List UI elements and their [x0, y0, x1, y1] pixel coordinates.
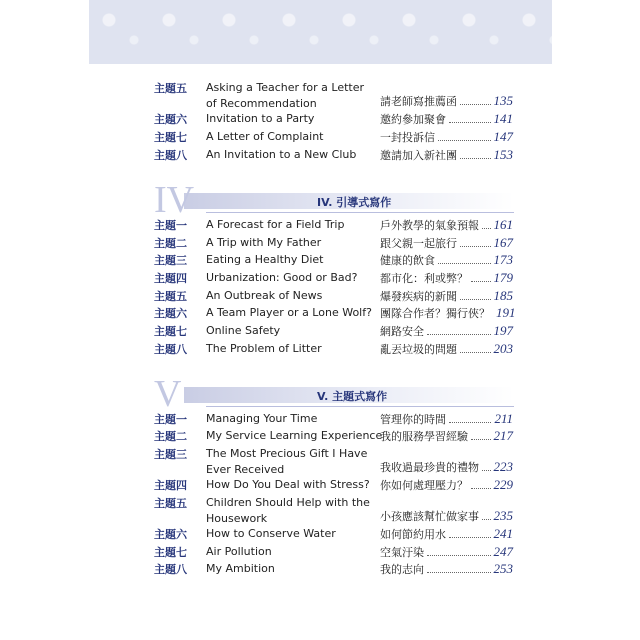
topic-title-zh: 邀約參加聚會 — [380, 113, 446, 126]
topic-number: 主題三 — [154, 254, 187, 267]
header-banner — [89, 0, 552, 64]
topic-title-en: My Ambition — [206, 562, 275, 575]
topic-title-zh: 戶外教學的氣象預報 — [380, 219, 479, 232]
topic-title-zh: 小孩應該幫忙做家事 — [380, 510, 479, 523]
page-number: 141 — [493, 111, 513, 126]
topic-title-zh: 我收過最珍貴的禮物 — [380, 461, 479, 474]
toc-entry[interactable] — [0, 561, 640, 595]
page-number: 191 — [496, 305, 516, 320]
section-roman-numeral: IV — [154, 179, 195, 221]
topic-title-zh: 都市化：利或弊？ — [380, 272, 468, 285]
page-number: 197 — [493, 323, 513, 338]
toc-right — [380, 526, 513, 543]
toc-right — [380, 252, 513, 269]
toc-right — [380, 111, 513, 128]
toc-right — [380, 477, 513, 494]
leader-dots — [482, 511, 491, 520]
page-number: 185 — [493, 288, 513, 303]
section-title: IV. 引導式寫作 — [317, 196, 392, 209]
leader-dots — [460, 96, 491, 105]
toc-entry[interactable] — [0, 446, 640, 480]
leader-dots — [460, 238, 491, 247]
topic-title-en: A Trip with My Father — [206, 236, 322, 249]
leader-dots — [460, 291, 491, 300]
toc-right — [380, 428, 513, 445]
topic-title-en: The Problem of Litter — [206, 342, 322, 355]
leader-dots — [427, 564, 491, 573]
topic-title-en: An Invitation to a New Club — [206, 148, 357, 161]
toc-right — [380, 147, 513, 164]
leader-dots — [438, 132, 491, 141]
leader-dots — [471, 273, 491, 282]
toc-entry[interactable] — [0, 341, 640, 375]
page-number: 203 — [493, 341, 513, 356]
page-number: 229 — [493, 477, 513, 492]
topic-title-zh: 一封投訴信 — [380, 131, 435, 144]
topic-title-en: Invitation to a Party — [206, 112, 315, 125]
page-number: 153 — [493, 147, 513, 162]
page-number: 173 — [493, 252, 513, 267]
topic-title-en: Asking a Teacher for a Letter of Recommendation — [206, 81, 365, 110]
topic-title-en: Eating a Healthy Diet — [206, 253, 324, 266]
topic-number: 主題五 — [154, 497, 187, 510]
topic-title-zh: 跟父親一起旅行 — [380, 237, 457, 250]
toc-right — [380, 235, 513, 252]
leader-dots — [427, 326, 491, 335]
topic-title-zh: 邀請加入新社團 — [380, 149, 457, 162]
leader-dots — [427, 547, 491, 556]
toc-right — [380, 459, 513, 476]
topic-title-zh: 管理你的時間 — [380, 413, 446, 426]
leader-dots — [482, 220, 491, 229]
toc-entry[interactable] — [0, 80, 640, 114]
toc-right — [380, 323, 513, 340]
leader-dots — [460, 344, 491, 353]
topic-title-en: Air Pollution — [206, 545, 272, 558]
page-number: 135 — [493, 93, 513, 108]
topic-number: 主題七 — [154, 325, 187, 338]
page-number: 223 — [493, 459, 513, 474]
leader-dots — [449, 414, 491, 423]
page-number: 247 — [493, 544, 513, 559]
topic-number: 主題三 — [154, 448, 187, 461]
topic-title-zh: 請老師寫推薦函 — [380, 95, 457, 108]
topic-number: 主題六 — [154, 528, 187, 541]
topic-title-zh: 網路安全 — [380, 325, 424, 338]
topic-number: 主題一 — [154, 219, 187, 232]
topic-number: 主題五 — [154, 290, 187, 303]
toc-right — [380, 288, 513, 305]
page-number: 211 — [494, 411, 513, 426]
toc-right — [380, 129, 513, 146]
page-number: 147 — [493, 129, 513, 144]
leader-dots — [460, 150, 491, 159]
toc-right — [380, 93, 513, 110]
topic-number: 主題八 — [154, 563, 187, 576]
topic-title-en: How to Conserve Water — [206, 527, 336, 540]
topic-title-en: How Do You Deal with Stress? — [206, 478, 370, 491]
topic-number: 主題六 — [154, 113, 187, 126]
page-number: 217 — [493, 428, 513, 443]
topic-title-zh: 爆發疾病的新聞 — [380, 290, 457, 303]
toc-right — [380, 411, 513, 428]
toc-right — [380, 341, 513, 358]
toc-right — [380, 561, 513, 578]
topic-title-zh: 我的志向 — [380, 563, 424, 576]
topic-title-zh: 團隊合作者？獨行俠？ — [380, 307, 490, 320]
toc-right — [380, 544, 513, 561]
topic-title-zh: 空氣汙染 — [380, 546, 424, 559]
leader-dots — [449, 114, 491, 123]
topic-title-en: A Team Player or a Lone Wolf? — [206, 306, 372, 319]
topic-title-zh: 你如何處理壓力？ — [380, 479, 468, 492]
topic-title-en: The Most Precious Gift I Have Ever Received — [206, 447, 368, 476]
topic-title-en: Online Safety — [206, 324, 281, 337]
toc-right — [380, 508, 513, 525]
topic-title-en: Children Should Help with the Housework — [206, 496, 370, 525]
topic-title-zh: 如何節約用水 — [380, 528, 446, 541]
topic-number: 主題二 — [154, 430, 187, 443]
topic-number: 主題八 — [154, 343, 187, 356]
leader-dots — [438, 255, 491, 264]
topic-number: 主題四 — [154, 272, 187, 285]
topic-number: 主題七 — [154, 546, 187, 559]
page-number: 167 — [493, 235, 513, 250]
page-number: 253 — [493, 561, 513, 576]
topic-number: 主題五 — [154, 82, 187, 95]
topic-title-en: A Letter of Complaint — [206, 130, 324, 143]
section-header — [154, 179, 514, 221]
section-roman-numeral: V — [154, 373, 182, 415]
leader-dots — [449, 529, 491, 538]
leader-dots — [482, 462, 491, 471]
topic-title-en: Managing Your Time — [206, 412, 318, 425]
section-divider — [206, 406, 514, 407]
topic-title-en: Urbanization: Good or Bad? — [206, 271, 358, 284]
page-number: 241 — [493, 526, 513, 541]
topic-number: 主題二 — [154, 237, 187, 250]
topic-title-zh: 健康的飲食 — [380, 254, 435, 267]
topic-title-en: A Forecast for a Field Trip — [206, 218, 345, 231]
page-number: 179 — [493, 270, 513, 285]
topic-title-en: An Outbreak of News — [206, 289, 323, 302]
page-number: 161 — [493, 217, 513, 232]
topic-number: 主題六 — [154, 307, 187, 320]
topic-number: 主題四 — [154, 479, 187, 492]
leader-dots — [471, 431, 491, 440]
leader-dots — [471, 480, 491, 489]
topic-number: 主題七 — [154, 131, 187, 144]
section-divider — [206, 212, 514, 213]
toc-right — [380, 270, 513, 287]
toc-entry[interactable] — [0, 495, 640, 529]
section-title: V. 主題式寫作 — [317, 390, 388, 403]
section-header — [154, 373, 514, 415]
page-number: 235 — [493, 508, 513, 523]
topic-title-en: My Service Learning Experience — [206, 429, 383, 442]
toc-right — [380, 305, 516, 322]
topic-number: 主題一 — [154, 413, 187, 426]
topic-title-zh: 亂丟垃圾的問題 — [380, 343, 457, 356]
topic-number: 主題八 — [154, 149, 187, 162]
toc-entry[interactable] — [0, 147, 640, 181]
toc-right — [380, 217, 513, 234]
topic-title-zh: 我的服務學習經驗 — [380, 430, 468, 443]
